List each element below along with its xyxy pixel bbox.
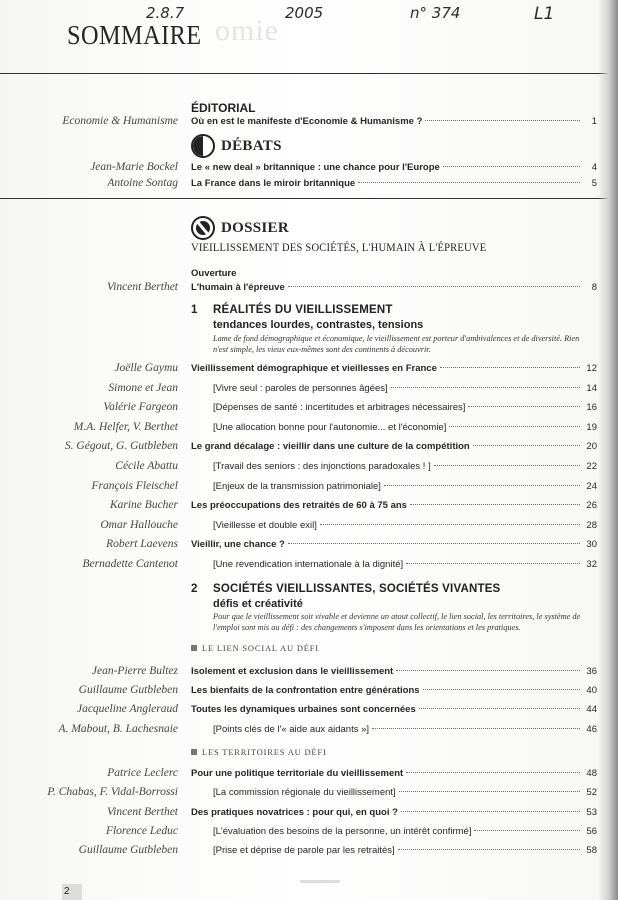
leader-dots — [425, 120, 580, 121]
entry-title: [Une revendication internationale à la dignité] — [213, 559, 404, 570]
entry-author: S. Gégout, G. Gutbleben — [64, 440, 178, 453]
part-subtitle: défis et créativité — [213, 598, 303, 610]
leader-dots — [443, 166, 580, 167]
dossier-label: DOSSIER — [221, 219, 289, 236]
dossier-subtitle: VIEILLISSEMENT DES SOCIÉTÉS, L'HUMAIN À L'ÉPREUVE — [191, 242, 487, 254]
entry-page: 20 — [586, 441, 597, 453]
toc-entry[interactable] — [213, 461, 597, 475]
toc-entry[interactable] — [191, 116, 597, 130]
top-rule — [0, 73, 618, 74]
entry-author: P. Chabas, F. Vidal-Borrossi — [47, 786, 178, 799]
entry-page: 56 — [586, 825, 597, 837]
entry-title: Isolement et exclusion dans le vieillissement — [191, 666, 394, 677]
entry-page: 24 — [586, 480, 597, 492]
entry-author: Cécile Abattu — [115, 460, 178, 472]
toc-entry[interactable] — [191, 704, 597, 718]
entry-author: Bernadette Cantenot — [82, 558, 178, 570]
leader-dots — [288, 286, 580, 287]
leader-dots — [474, 830, 580, 831]
leader-dots — [391, 387, 580, 388]
subsection-label: LE LIEN SOCIAL AU DÉFI — [202, 643, 319, 653]
part-title: SOCIÉTÉS VIEILLISSANTES, SOCIÉTÉS VIVANTES — [213, 583, 501, 595]
subsection-heading — [191, 643, 319, 653]
toc-entry[interactable] — [213, 559, 597, 573]
entry-page: 1 — [591, 116, 597, 127]
part-title: RÉALITÉS DU VIEILLISSEMENT — [213, 304, 393, 316]
leader-dots — [384, 485, 580, 486]
entry-title: Les préoccupations des retraités de 60 à 75 ans — [191, 500, 407, 512]
leader-dots — [398, 849, 580, 850]
entry-author: Vincent Berthet — [107, 281, 178, 293]
entry-page: 36 — [586, 666, 597, 677]
leader-dots — [372, 728, 580, 729]
entry-title: Où en est le manifeste d'Economie & Humanisme ? — [191, 116, 423, 127]
handwritten-note-year: 2005 — [285, 4, 324, 22]
entry-page: 46 — [586, 723, 597, 735]
part-number: 2 — [191, 583, 198, 595]
entry-title: Le « new deal » britannique : une chance pour l'Europe — [191, 162, 440, 173]
toc-entry[interactable] — [191, 685, 597, 699]
entry-page: 28 — [586, 519, 597, 531]
editorial-author: Economie & Humanisme — [62, 115, 178, 127]
handwritten-note-code: L1 — [534, 4, 555, 24]
entry-page: 4 — [591, 162, 597, 173]
entry-page: 8 — [591, 282, 597, 293]
leader-dots — [473, 445, 580, 446]
entry-title: Toutes les dynamiques urbaines sont concernées — [191, 704, 416, 716]
leader-dots — [419, 708, 580, 709]
toc-entry[interactable] — [191, 807, 597, 821]
entry-title: [L'évaluation des besoins de la personne, un intérêt confirmé] — [213, 825, 472, 837]
entry-title: [Vieillesse et double exil] — [213, 519, 317, 531]
entry-page: 58 — [586, 845, 597, 857]
entry-title: [Travail des seniors : des injonctions paradoxales ! ] — [213, 461, 431, 472]
toc-entry[interactable] — [191, 768, 597, 782]
page-title: SOMMAIRE — [67, 20, 202, 50]
entry-author: Antoine Sontag — [107, 177, 178, 189]
entry-author: Omar Hallouche — [100, 518, 178, 531]
leader-dots — [358, 182, 580, 183]
toc-entry[interactable] — [191, 441, 597, 455]
toc-entry[interactable] — [213, 402, 597, 416]
entry-page: 32 — [586, 559, 597, 570]
entry-page: 52 — [586, 787, 597, 799]
entry-author: M.A. Helfer, V. Berthet — [73, 420, 178, 433]
entry-page: 12 — [586, 363, 597, 374]
entry-page: 5 — [591, 178, 597, 189]
entry-title: Le grand décalage : vieillir dans une culture de la compétition — [191, 441, 470, 453]
entry-title: [Points clés de l'« aide aux aidants »] — [213, 723, 370, 735]
toc-entry[interactable] — [213, 724, 597, 738]
entry-author: Florence Leduc — [105, 824, 178, 837]
entry-page: 48 — [586, 768, 597, 779]
entry-title: Pour une politique territoriale du vieillissement — [191, 768, 404, 779]
entry-title: [Vivre seul : paroles de personnes âgées] — [213, 382, 388, 394]
section-divider — [0, 198, 618, 199]
debats-circle-icon — [191, 134, 215, 158]
entry-title: Vieillir, une chance ? — [191, 539, 285, 551]
entry-title: Des pratiques novatrices : pour qui, en quoi ? — [191, 806, 398, 818]
scan-smudge — [300, 880, 340, 883]
binding-shadow — [598, 0, 618, 900]
entry-page: 16 — [586, 402, 597, 414]
entry-title: [Dépenses de santé : incertitudes et arbitrages nécessaires] — [213, 402, 466, 414]
entry-page: 53 — [586, 806, 597, 818]
entry-author: François Fleischel — [91, 479, 178, 492]
toc-entry[interactable] — [213, 787, 597, 801]
dossier-circle-icon — [191, 216, 215, 240]
bleed-through-text: omie — [215, 14, 279, 47]
toc-entry[interactable] — [213, 481, 597, 495]
entry-author: Simone et Jean — [108, 381, 178, 394]
toc-entry[interactable] — [213, 845, 597, 859]
leader-dots — [468, 406, 580, 407]
part-description: Pour que le vieillissement soit vivable et devienne un atout collectif, le lien social, les territoires, le système de l'emploi sont mis au défi : des changements s'imposent dans les orientations et les pratiques. — [213, 612, 581, 632]
entry-page: 40 — [586, 685, 597, 697]
entry-author: Patrice Leclerc — [107, 767, 178, 779]
editorial-heading: ÉDITORIAL — [191, 101, 256, 115]
leader-dots — [401, 811, 580, 812]
toc-entry[interactable] — [191, 363, 597, 377]
entry-author: Joëlle Gaymu — [114, 362, 178, 374]
entry-page: 26 — [586, 500, 597, 512]
entry-author: Valérie Fargeon — [103, 401, 178, 414]
entry-title: [Prise et déprise de parole par les retraités] — [213, 845, 395, 857]
handwritten-note-1: 2.8.7 — [146, 4, 185, 22]
dossier-heading — [191, 216, 289, 240]
toc-entry[interactable] — [191, 666, 597, 680]
square-bullet-icon — [191, 645, 197, 651]
entry-title: La France dans le miroir britannique — [191, 178, 356, 189]
entry-page: 30 — [586, 539, 597, 551]
page-number: 2 — [64, 886, 70, 897]
entry-author: Robert Laevens — [106, 538, 178, 551]
entry-title: Vieillissement démographique et vieillesses en France — [191, 363, 437, 374]
subsection-heading — [191, 747, 327, 757]
toc-entry[interactable] — [191, 539, 597, 553]
toc-entry[interactable] — [213, 826, 597, 840]
ouverture-label: Ouverture — [191, 268, 237, 279]
part-number: 1 — [191, 304, 198, 316]
part-subtitle: tendances lourdes, contrastes, tensions — [213, 319, 424, 331]
entry-title: L'humain à l'épreuve — [191, 282, 285, 293]
toc-entry[interactable] — [191, 500, 597, 514]
toc-entry[interactable] — [191, 282, 597, 296]
debats-heading — [191, 134, 282, 158]
part-description: Lame de fond démographique et économique, le vieillissement est porteur d'ambivalences et de diversité. Rien n'est simple, les vieux eux-mêmes sont des continents à découvrir. — [213, 334, 580, 354]
leader-dots — [449, 426, 580, 427]
entry-author: Vincent Berthet — [107, 805, 178, 818]
leader-dots — [396, 670, 580, 671]
leader-dots — [410, 504, 580, 505]
toc-entry[interactable] — [191, 178, 597, 192]
entry-title: [Enjeux de la transmission patrimoniale] — [213, 480, 381, 492]
debats-label: DÉBATS — [221, 137, 282, 154]
leader-dots — [399, 791, 580, 792]
toc-entry[interactable] — [213, 422, 597, 436]
entry-author: Guillaume Gutbleben — [78, 684, 178, 697]
subsection-label: LES TERRITOIRES AU DÉFI — [202, 747, 327, 757]
entry-author: Jean-Pierre Bultez — [91, 665, 178, 677]
leader-dots — [406, 772, 580, 773]
entry-page: 14 — [586, 382, 597, 394]
square-bullet-icon — [191, 749, 197, 755]
leader-dots — [423, 689, 580, 690]
entry-author: A. Mabout, B. Lachesnaie — [58, 722, 178, 735]
leader-dots — [288, 543, 580, 544]
handwritten-note-issue: n° 374 — [410, 4, 461, 22]
entry-page: 22 — [586, 461, 597, 472]
toc-entry[interactable] — [191, 162, 597, 176]
toc-entry[interactable] — [213, 520, 597, 534]
leader-dots — [320, 524, 580, 525]
entry-author: Jean-Marie Bockel — [90, 161, 178, 173]
leader-dots — [434, 465, 580, 466]
entry-page: 19 — [586, 421, 597, 433]
entry-title: [Une allocation bonne pour l'autonomie... et l'économie] — [213, 421, 447, 433]
entry-author: Karine Bucher — [109, 499, 178, 512]
entry-title: Les bienfaits de la confrontation entre générations — [191, 685, 420, 697]
entry-author: Guillaume Gutbleben — [78, 844, 178, 857]
entry-author: Jacqueline Angleraud — [76, 703, 178, 716]
entry-title: [La commission régionale du vieillissement] — [213, 787, 396, 799]
leader-dots — [440, 367, 580, 368]
toc-entry[interactable] — [213, 383, 597, 397]
entry-page: 44 — [586, 704, 597, 716]
leader-dots — [406, 563, 580, 564]
